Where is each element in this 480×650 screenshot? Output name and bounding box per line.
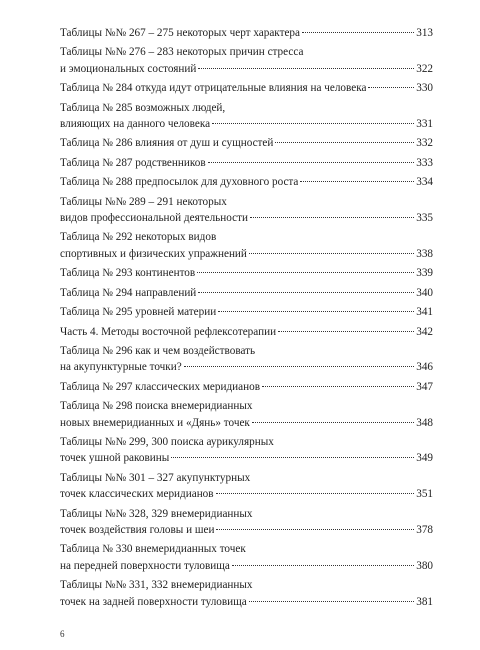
toc-page-number: 381 (416, 595, 433, 608)
dot-leader (250, 217, 414, 218)
toc-entry-title-line: Часть 4. Методы восточной рефлексотерапии (60, 325, 277, 338)
toc-entry (60, 265, 433, 281)
toc-page-number: 340 (416, 286, 433, 299)
toc-entry-title-line: Таблицы №№ 328, 329 внемеридианных (60, 507, 253, 520)
toc-entry-title-line: Таблицы №№ 301 – 327 акупунктурных (60, 471, 251, 484)
toc-entry-title-line: Таблицы №№ 276 – 283 некоторых причин стресса (60, 46, 304, 59)
toc-page-number: 339 (416, 267, 433, 280)
dot-leader (208, 162, 415, 163)
toc-entry-title-line: Таблицы №№ 289 – 291 некоторых (60, 195, 227, 208)
toc-page-number: 346 (416, 361, 433, 374)
toc-entry-last-line (60, 359, 433, 375)
dot-leader (197, 272, 414, 273)
toc-entry-title-line: и эмоциональных состояний (60, 62, 197, 75)
toc-entry-title-line: точек на задней поверхности туловища (60, 595, 247, 608)
toc-entry-title-line: на акупунктурные точки? (60, 361, 182, 374)
toc-entry-title-line: точек классических меридианов (60, 488, 214, 501)
dot-leader (216, 529, 414, 530)
toc-entry-title-line: Таблицы №№ 331, 332 внемеридианных (60, 579, 253, 592)
dot-leader (171, 457, 414, 458)
toc-entry-title-line: Таблицы №№ 299, 300 поиска аурикулярных (60, 435, 274, 448)
dot-leader (368, 87, 414, 88)
toc-page-number: 378 (416, 523, 433, 536)
toc-entry-last-line (60, 265, 433, 281)
dot-leader (249, 601, 414, 602)
toc-page-number: 333 (416, 156, 433, 169)
toc-page-number: 332 (416, 137, 433, 150)
toc-entry-last-line (60, 558, 433, 574)
dot-leader (275, 142, 414, 143)
toc-entry-title-line: Таблицы №№ 267 – 275 некоторых черт характера (60, 27, 300, 39)
toc-entry (60, 135, 433, 151)
toc-page-number: 349 (416, 452, 433, 465)
toc-entry-title-line: Таблица № 330 внемеридианных точек (60, 543, 246, 556)
toc-entry-last-line (60, 304, 433, 320)
toc-entry-last-line (60, 522, 433, 538)
toc-entry (60, 155, 433, 171)
toc-entry (60, 506, 433, 539)
toc-entry-title-line: Таблица № 285 возможных людей, (60, 101, 226, 114)
dot-leader (249, 253, 414, 254)
toc-entry-title-line: Таблица № 297 классических меридианов (60, 380, 260, 393)
toc-page-number: 341 (416, 306, 433, 319)
toc-entry-title-line: Таблица № 295 уровней материи (60, 306, 217, 319)
toc-entry (60, 174, 433, 190)
toc-page-number: 347 (416, 380, 433, 393)
toc-page-number: 338 (416, 247, 433, 260)
dot-leader (198, 292, 414, 293)
toc-page-number: 334 (416, 176, 433, 189)
toc-page-number: 342 (416, 325, 433, 338)
dot-leader (302, 32, 414, 33)
toc-entry-title-line: влияющих на данного человека (60, 118, 211, 131)
toc-entry (60, 324, 433, 340)
toc-entry-last-line (60, 450, 433, 466)
toc-entry (60, 343, 433, 376)
toc-entry-title-line: Таблица № 294 направлений (60, 286, 197, 299)
toc-entry-title-line: точек воздействия головы и шеи (60, 523, 215, 536)
toc-entry-title-line: Таблица № 286 влияния от душ и сущностей (60, 137, 274, 150)
dot-leader (212, 123, 414, 124)
toc-entry-title-line: спортивных и физических упражнений (60, 247, 247, 260)
toc-page-number: 335 (416, 212, 433, 225)
toc-entry-title-line: Таблица № 298 поиска внемеридианных (60, 400, 253, 413)
toc-entry (60, 44, 433, 77)
toc-page-number: 313 (416, 27, 433, 39)
toc-entry (60, 229, 433, 262)
toc-page-number: 380 (416, 559, 433, 572)
toc-entry (60, 80, 433, 96)
toc-entry-last-line (60, 486, 433, 502)
toc-entry-title-line: Таблица № 288 предпосылок для духовного роста (60, 176, 299, 189)
toc-entry-title-line: новых внемеридианных и «Дянь» точек (60, 416, 250, 429)
toc-page-number: 330 (416, 82, 433, 95)
toc-entry-last-line (60, 415, 433, 431)
toc-entry-title-line: видов профессиональной деятельности (60, 212, 248, 225)
dot-leader (278, 331, 414, 332)
toc-entry (60, 379, 433, 395)
toc-entry-last-line (60, 210, 433, 226)
toc-entry-title-line: Таблица № 284 откуда идут отрицательные влияния на человека (60, 82, 367, 95)
toc-entry-title-line: Таблица № 296 как и чем воздействовать (60, 344, 256, 357)
dot-leader (262, 386, 414, 387)
dot-leader (252, 422, 414, 423)
toc-entry (60, 304, 433, 320)
toc-page-number: 322 (416, 62, 433, 75)
toc-entry-last-line (60, 155, 433, 171)
toc-page-number: 331 (416, 118, 433, 131)
dot-leader (232, 565, 414, 566)
toc-entry (60, 398, 433, 431)
toc-entry-last-line (60, 61, 433, 77)
dot-leader (218, 311, 414, 312)
toc-page-number: 348 (416, 416, 433, 429)
dot-leader (300, 181, 414, 182)
toc-entry-last-line (60, 285, 433, 301)
toc-entry-last-line (60, 246, 433, 262)
toc-entry-last-line (60, 174, 433, 190)
toc-entry-last-line (60, 80, 433, 96)
toc-entry (60, 100, 433, 133)
toc-entry-title-line: точек ушной раковины (60, 452, 170, 465)
toc-entry-last-line (60, 116, 433, 132)
toc-entry-title-line: на передней поверхности туловища (60, 559, 230, 572)
toc-entry-last-line (60, 25, 433, 41)
toc-entry (60, 285, 433, 301)
toc-entry-title-line: Таблица № 293 континентов (60, 267, 196, 280)
toc-entry (60, 434, 433, 467)
table-of-contents (60, 25, 433, 610)
toc-entry-last-line (60, 379, 433, 395)
page-number: 6 (60, 629, 65, 639)
toc-entry-last-line (60, 135, 433, 151)
toc-entry-title-line: Таблица № 287 родственников (60, 156, 206, 169)
toc-entry-last-line (60, 594, 433, 610)
toc-entry-title-line: Таблица № 292 некоторых видов (60, 231, 217, 244)
dot-leader (216, 493, 415, 494)
toc-entry (60, 194, 433, 227)
toc-entry (60, 25, 433, 41)
toc-page-number: 351 (416, 488, 433, 501)
dot-leader (184, 366, 415, 367)
toc-entry (60, 541, 433, 574)
toc-entry (60, 577, 433, 610)
dot-leader (198, 68, 414, 69)
toc-entry (60, 470, 433, 503)
toc-entry-last-line (60, 324, 433, 340)
